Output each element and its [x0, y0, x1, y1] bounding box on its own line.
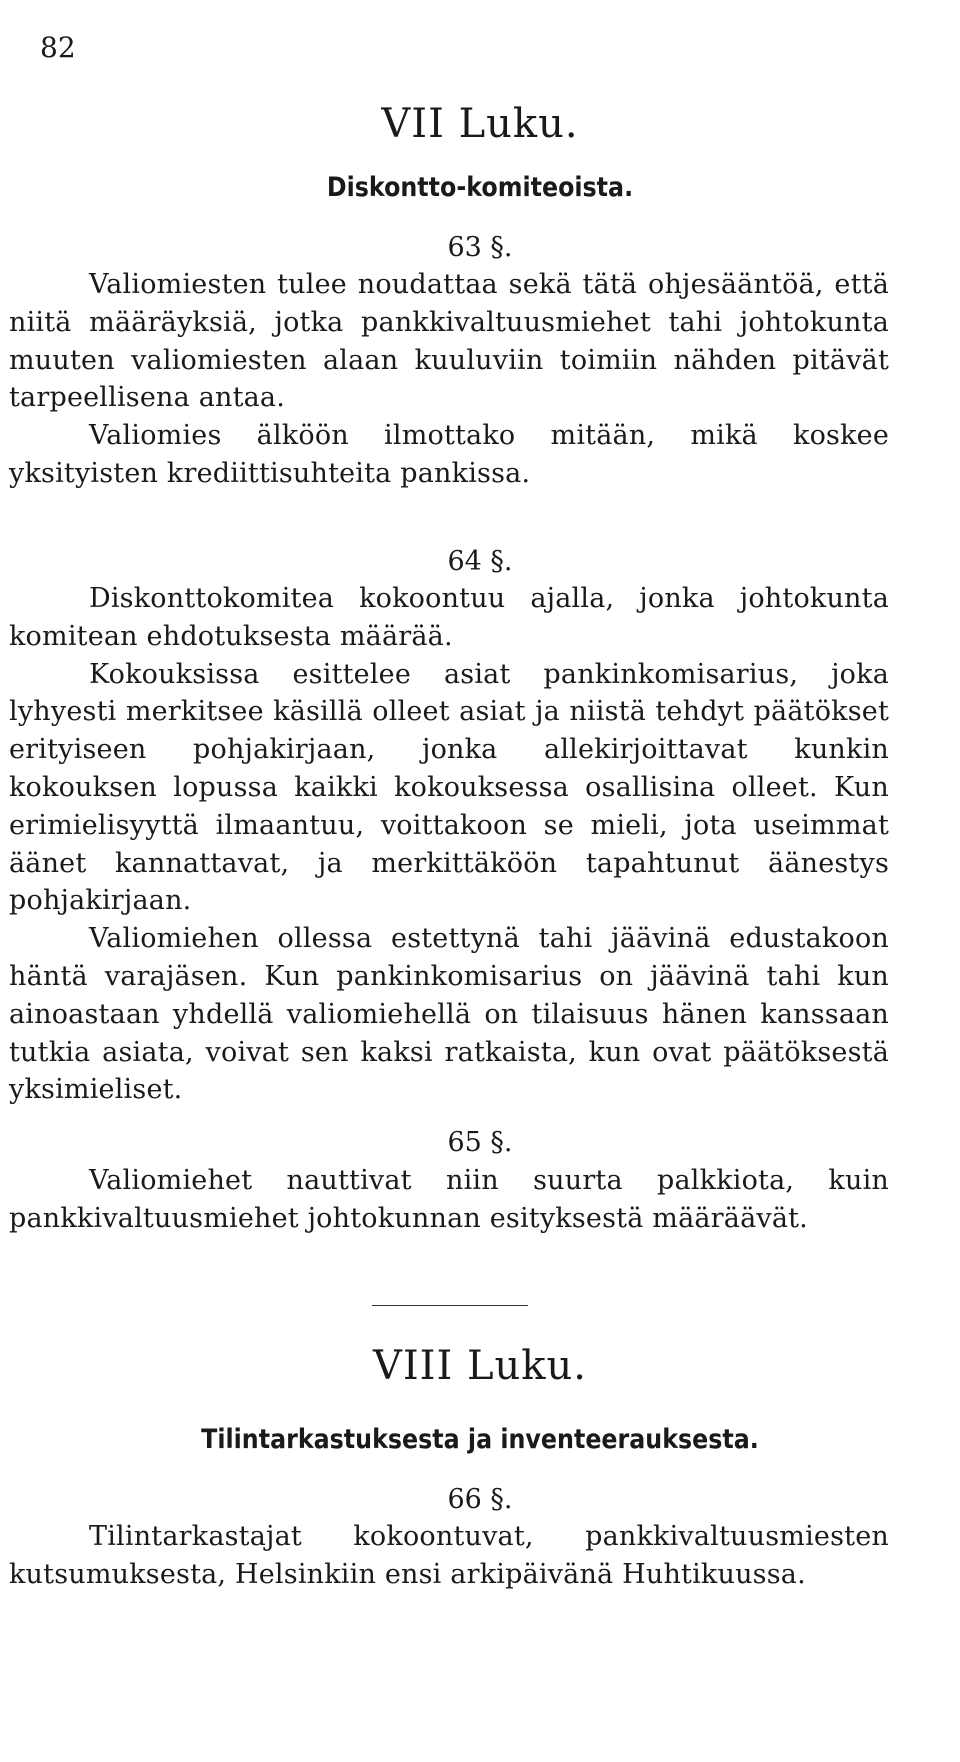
- section-65-paragraph-1: Valiomiehet nauttivat niin suurta palkkiota, kuin pankkivaltuusmiehet johtokunnan esityksestä määräävät.: [9, 1165, 889, 1234]
- section-63-paragraph-1: Valiomiesten tulee noudattaa sekä tätä ohjesääntöä, että niitä määräyksiä, jotka pankkivaltuusmiehet tahi johtokunta muuten valiomiesten alaan kuuluviin toimiin nähden pitävät tarpeellisena antaa.: [9, 269, 889, 414]
- section-65-mark: 65 §.: [447, 1127, 513, 1158]
- section-63-paragraph-2: Valiomies älköön ilmottako mitään, mikä koskee yksityisten krediittisuhteita pankissa.: [9, 420, 889, 489]
- chapter-vii-heading: Diskontto-komiteoista.: [326, 172, 634, 203]
- page-number: 82: [40, 31, 76, 64]
- section-64-paragraph-1: Diskonttokomitea kokoontuu ajalla, jonka johtokunta komitean ehdotuksesta määrää.: [9, 583, 889, 652]
- section-64-mark: 64 §.: [447, 546, 513, 577]
- section-65-body: [9, 1162, 889, 1238]
- section-63-mark: 63 §.: [447, 232, 513, 263]
- chapter-viii-title: VIII Luku.: [372, 1343, 588, 1389]
- section-66-paragraph-1: Tilintarkastajat kokoontuvat, pankkivaltuusmiesten kutsumuksesta, Helsinkiin ensi arkipäivänä Huhtikuussa.: [9, 1521, 889, 1590]
- chapter-vii-title: VII Luku.: [381, 101, 579, 147]
- section-64-paragraph-2: Kokouksissa esittelee asiat pankinkomisarius, joka lyhyesti merkitsee käsillä olleet asiat ja niistä tehdyt päätökset erityiseen pohjakirjaan, jonka allekirjoittavat kunkin kokouksen lopussa kaikki kokouksessa osallisina olleet. Kun erimielisyyttä ilmaantuu, voittakoon se mieli, jota useimmat äänet kannattavat, ja merkittäköön tapahtunut äänestys pohjakirjaan.: [9, 658, 889, 917]
- section-66-body: [9, 1518, 889, 1594]
- chapter-viii-heading: Tilintarkastuksesta ja inventeerauksesta.: [201, 1424, 759, 1455]
- section-66-mark: 66 §.: [447, 1484, 513, 1515]
- section-64-paragraph-3: Valiomiehen ollessa estettynä tahi jäävinä edustakoon häntä varajäsen. Kun pankinkomisarius on jäävinä tahi kun ainoastaan yhdellä valiomiehellä on tilaisuus hänen kanssaan tutkia asiata, voivat sen kaksi ratkaista, kun ovat päätöksestä yksimieliset.: [9, 923, 889, 1106]
- section-63-body: [9, 266, 889, 493]
- chapter-divider-rule: [372, 1305, 528, 1306]
- section-64-body: [9, 580, 889, 1109]
